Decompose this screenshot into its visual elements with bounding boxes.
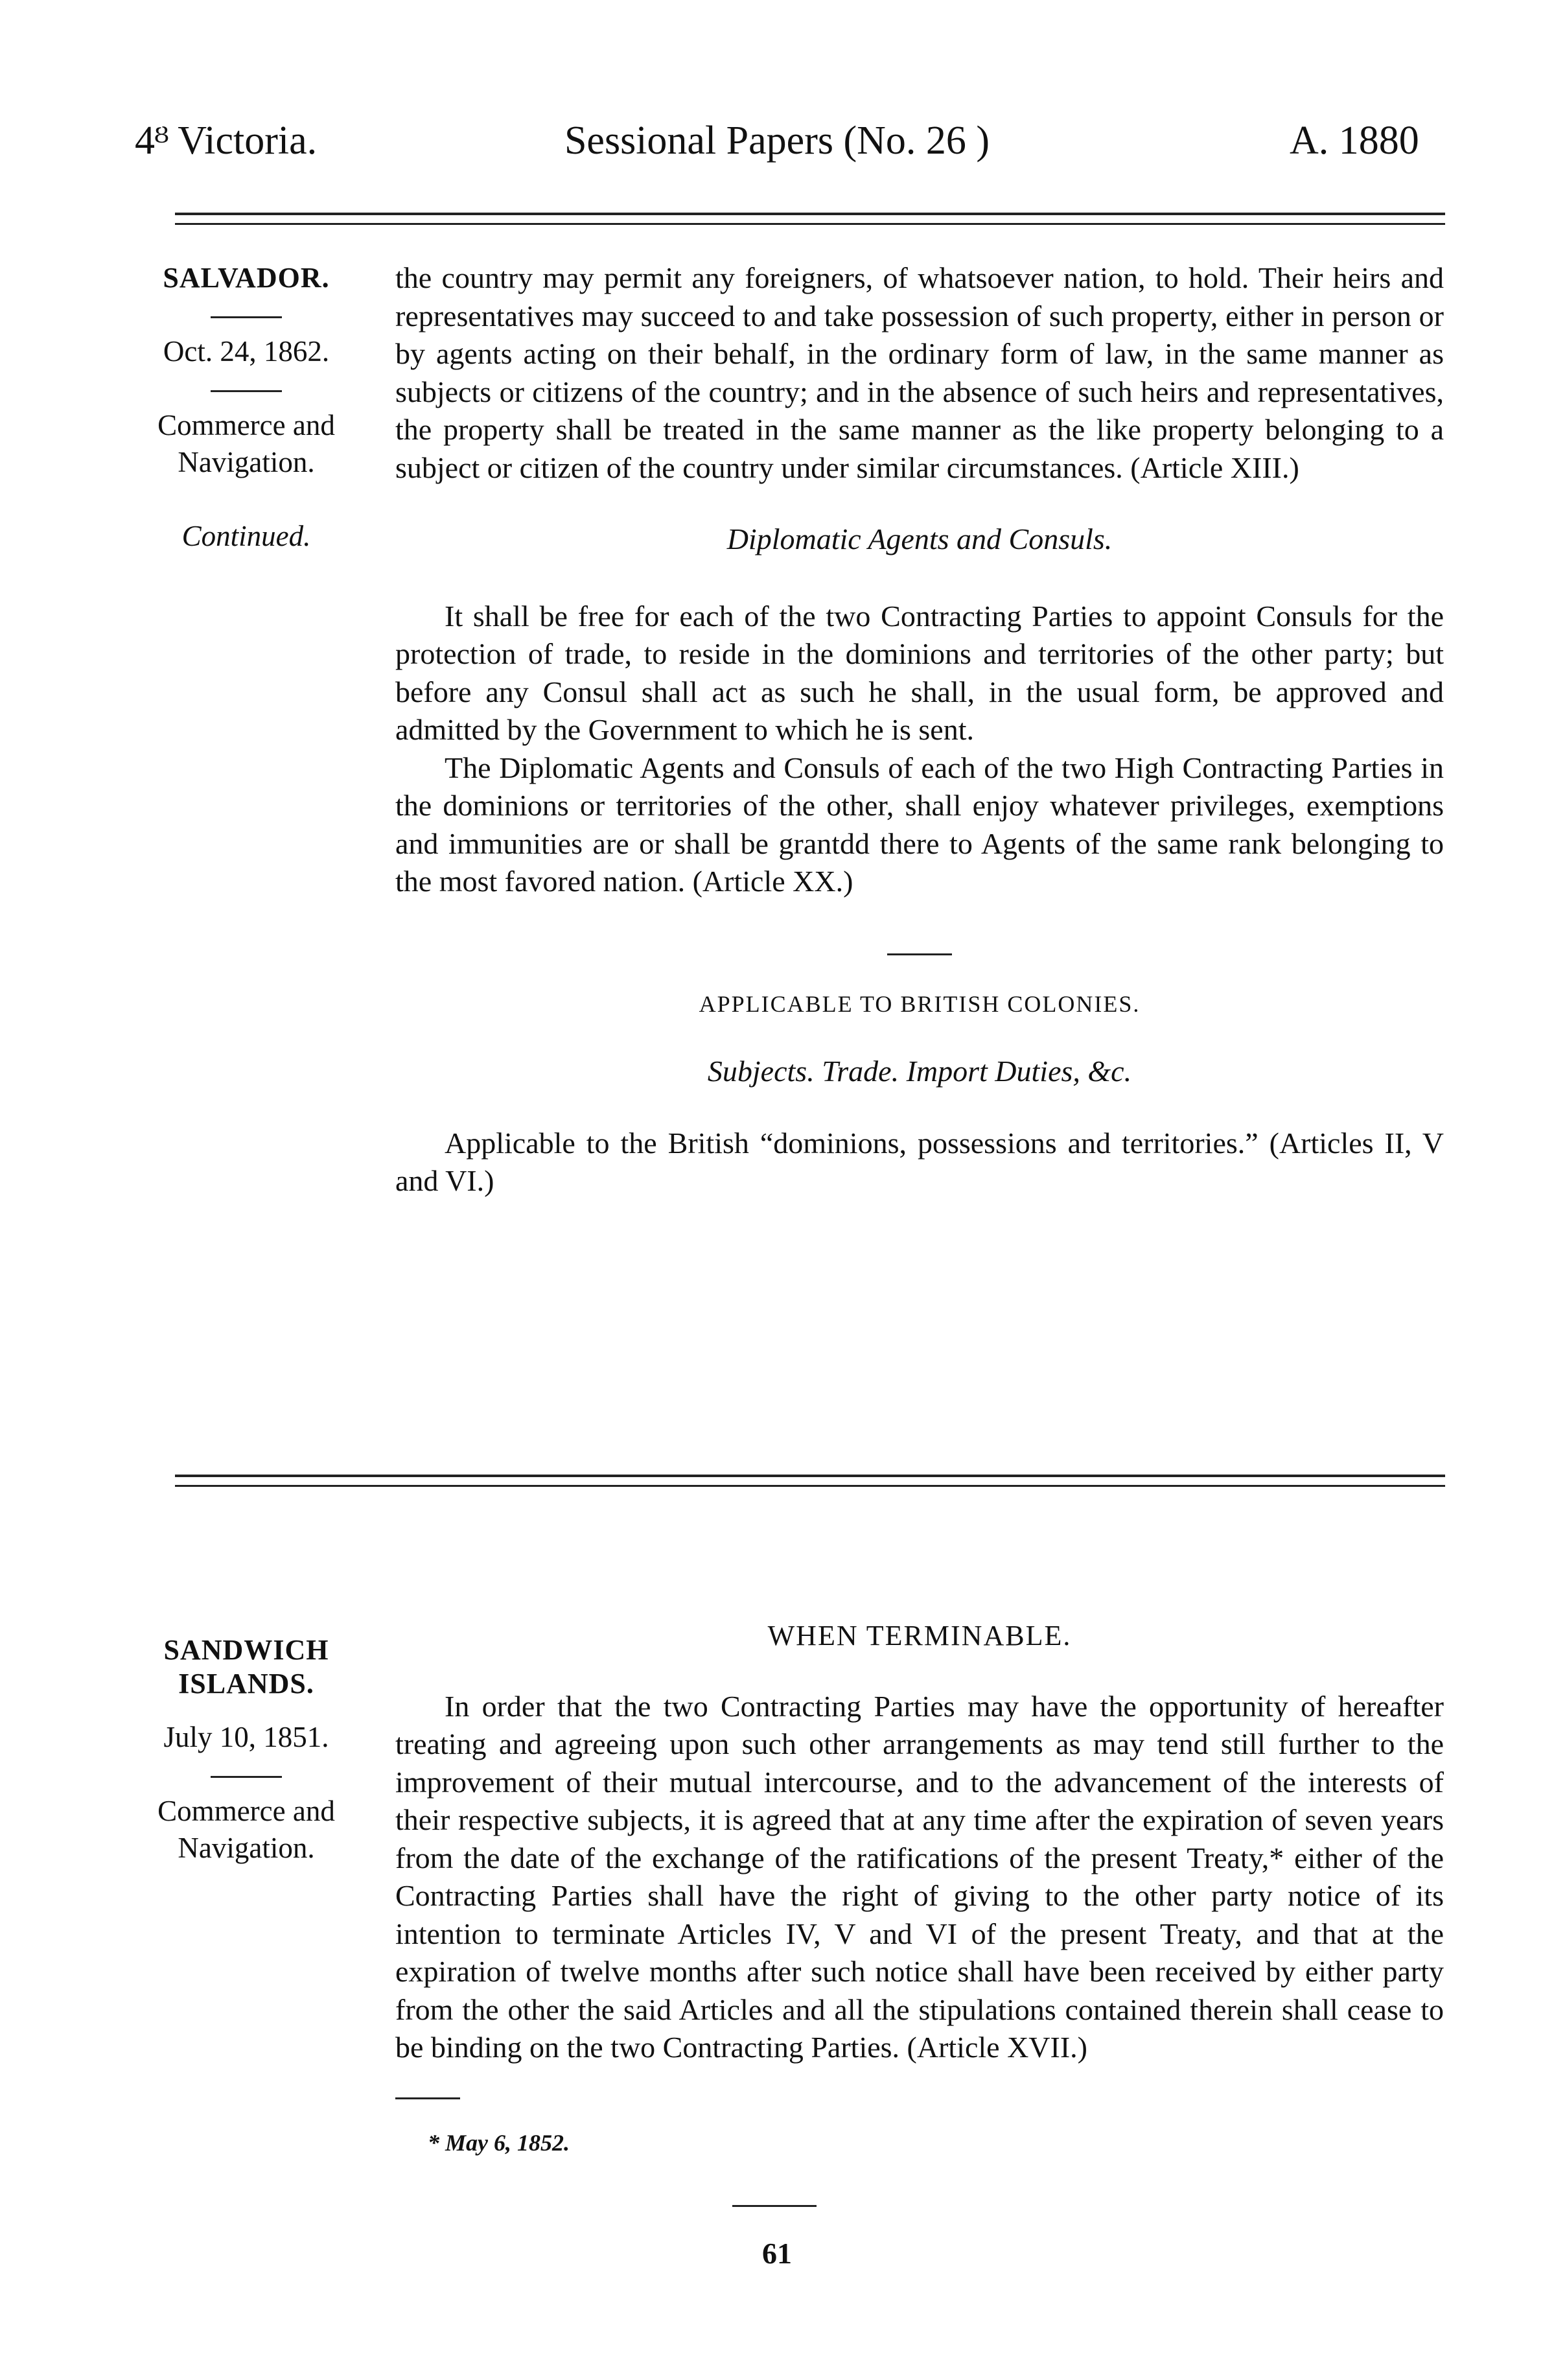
margin-dash: [113, 1756, 379, 1793]
heading-british-colonies: APPLICABLE TO BRITISH COLONIES.: [699, 990, 1141, 1017]
running-header-left: 4ᴽ Victoria.: [135, 119, 318, 163]
margin-date: July 10, 1851.: [163, 1721, 329, 1753]
margin-dash: [113, 370, 379, 407]
section1-body: [395, 259, 1444, 1200]
page-number-rule: [732, 2205, 817, 2207]
paragraph-consuls: It shall be free for each of the two Contracting Parties to appoint Consuls for the protection of trade, to reside in the dominions and territories of the other party; but before any Consul shall act as such he shall, in the usual form, be approved and admitted by the Government to which he is sent.: [395, 599, 1444, 746]
margin-continued: Continued.: [181, 520, 311, 552]
margin-note-sandwich-islands: [113, 1633, 379, 1867]
paragraph-terminable: In order that the two Contracting Parties may have the opportunity of hereafter treating and agreeing upon such other arrangements as may tend still further to the improvement of their mutual intercourse, and to the advancement of the interests of their respective subjects, it is agreed that at any time after the expiration of seven years from the date of the exchange of the ratifications of the present Treaty,* either of the Contracting Parties shall have the right of giving to the other party notice of its intention to terminate Articles IV, V and VI of the present Treaty, and that at the expiration of twelve months after such notice shall have been received by either party from the other the said Articles and all the stipulations contained therein shall cease to be binding on the two Contracting Parties. (Article XVII.): [395, 1689, 1444, 2064]
margin-subject: Commerce and Navigation.: [157, 1795, 335, 1864]
section-rule-bottom: [175, 1485, 1445, 1487]
footnote-rule: [395, 2077, 1444, 2116]
footnote: * May 6, 1852.: [428, 2130, 570, 2156]
running-header-title: Sessional Papers (No. 26 ): [564, 119, 990, 163]
margin-country: SALVADOR.: [163, 262, 330, 294]
paragraph-applicable: Applicable to the British “dominions, possessions and territories.” (Articles II, V and VI.): [395, 1126, 1444, 1197]
heading-diplomatic-agents: Diplomatic Agents and Consuls.: [726, 522, 1113, 555]
header-rule-bottom: [175, 223, 1445, 225]
section-divider: [395, 933, 1444, 959]
margin-subject: Commerce and Navigation.: [157, 409, 335, 478]
paragraph-agents: The Diplomatic Agents and Consuls of each of the two High Contracting Parties in the dominions or territories of the other, shall enjoy whatever privileges, exemptions and immunities are or shall be grantdd there to Agents of the same rank belonging to the most favored nation. (Article XX.): [395, 751, 1444, 898]
header-rule-top: [175, 213, 1445, 215]
section2-body: [395, 1617, 1444, 2162]
margin-dash: [113, 296, 379, 333]
intro-paragraph: the country may permit any foreigners, of whatsoever nation, to hold. Their heirs and representatives may succeed to and take possession of such property, either in person or by agents acting on their behalf, in the ordinary form of law, in the same manner as subjects or citizens of the country; and in the absence of such heirs and representatives, the property shall be treated in the same manner as the like property belonging to a subject or citizen of the country under similar circumstances. (Article XIII.): [395, 261, 1444, 484]
margin-note-salvador: [113, 259, 379, 555]
heading-when-terminable: WHEN TERMINABLE.: [767, 1620, 1072, 1651]
margin-country: SANDWICH ISLANDS.: [163, 1634, 329, 1699]
margin-date: Oct. 24, 1862.: [163, 335, 330, 368]
heading-subjects-trade: Subjects. Trade. Import Duties, &c.: [707, 1055, 1132, 1088]
page-number: 61: [762, 2237, 792, 2270]
section-rule-top: [175, 1475, 1445, 1477]
running-header-year: A. 1880: [1290, 119, 1419, 163]
